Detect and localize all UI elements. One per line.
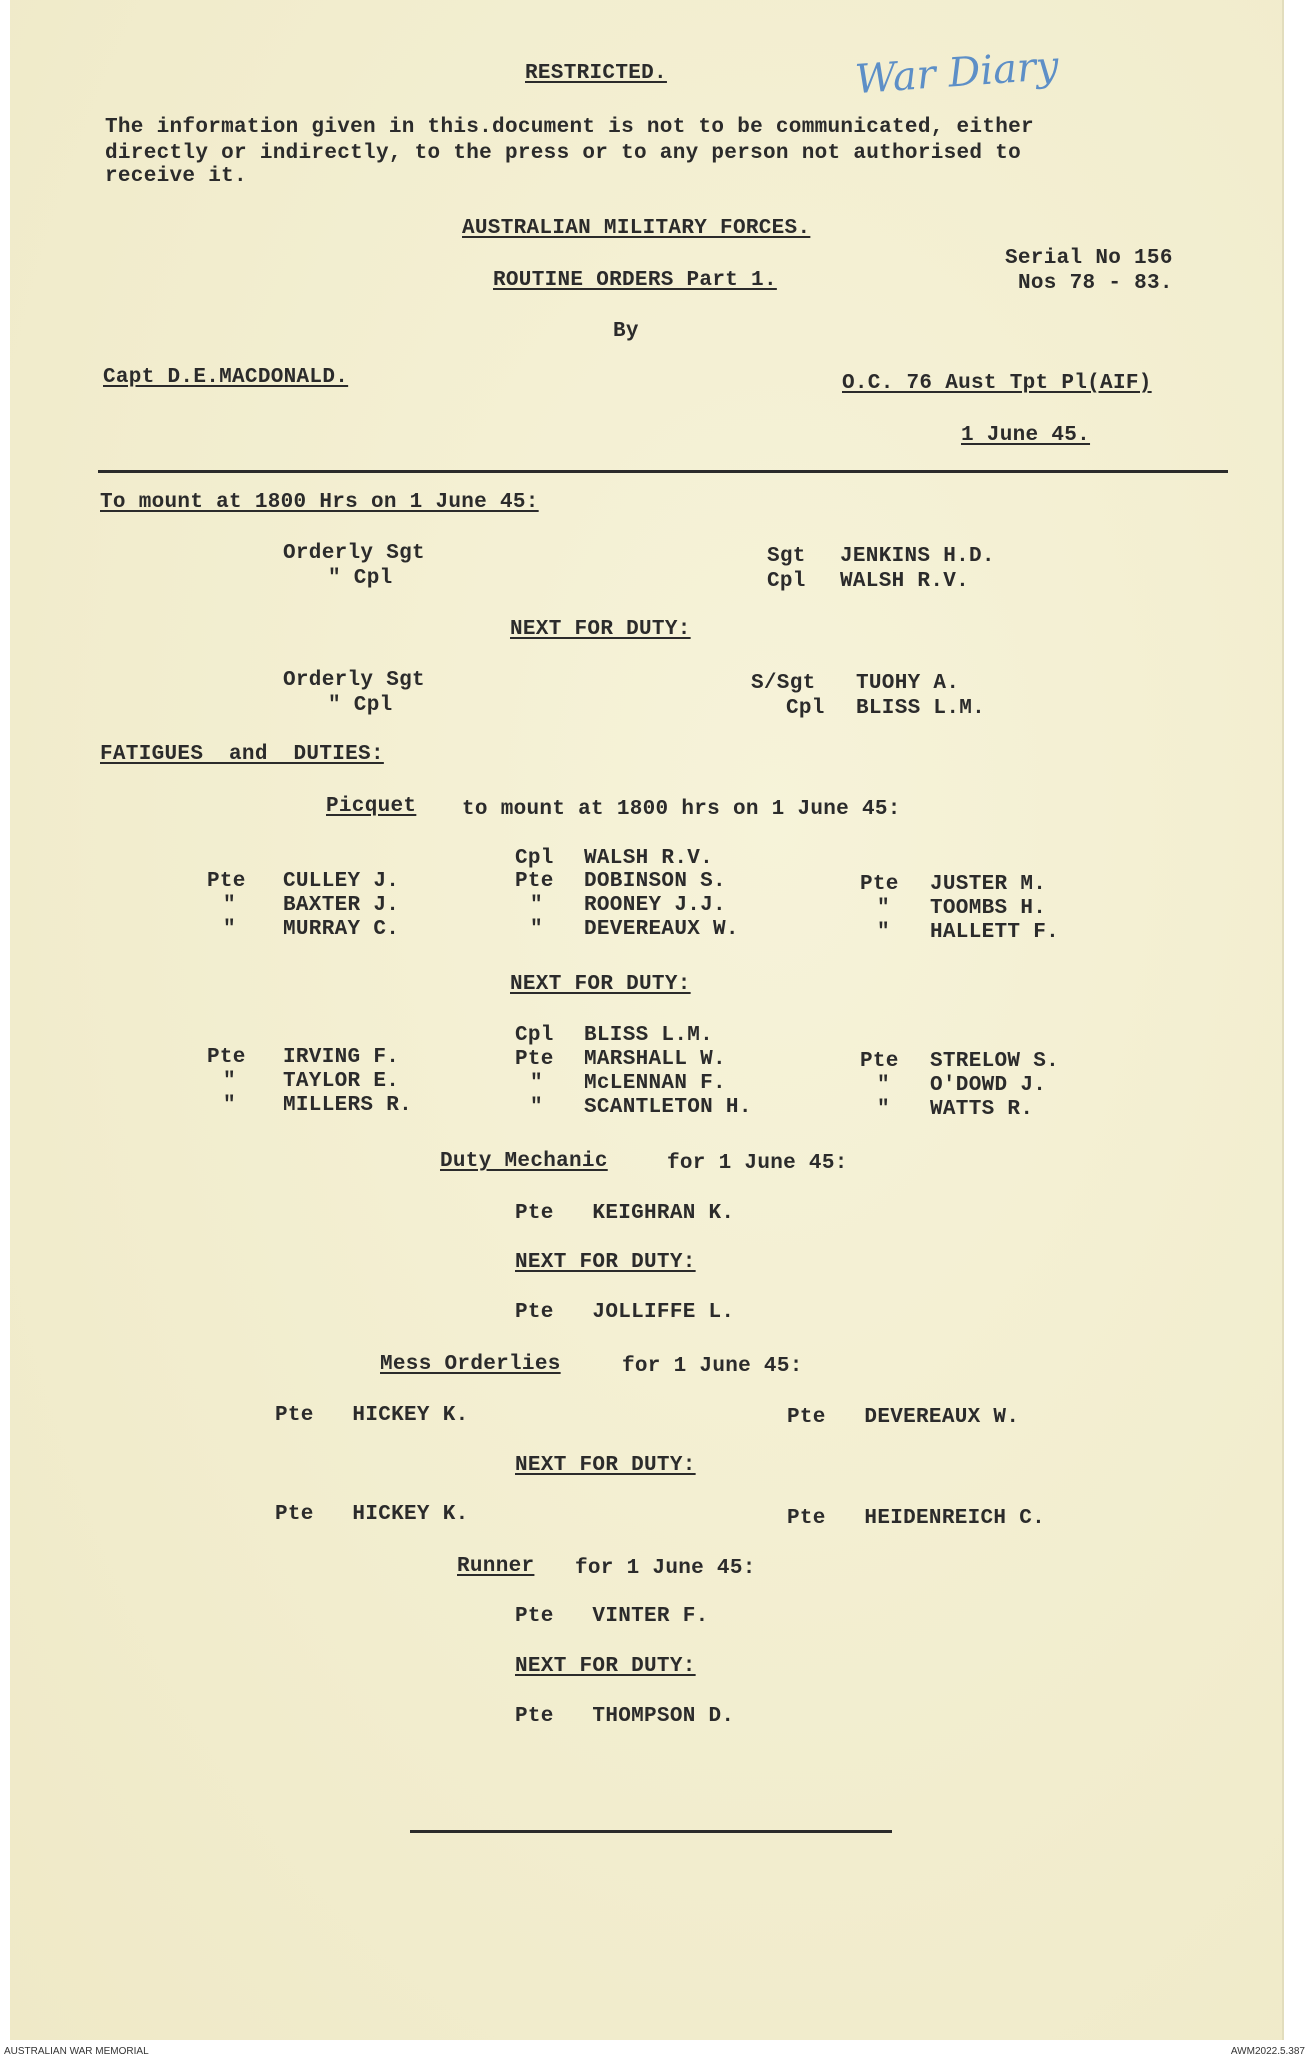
mechanic-next-heading: NEXT FOR DUTY:	[515, 1251, 696, 1274]
picquet-c1-r3-name: MURRAY C.	[283, 918, 400, 941]
picquet-label: Picquet	[326, 795, 417, 818]
archive-name: AUSTRALIAN WAR MEMORIAL	[4, 2046, 149, 2057]
next-cpl-rank: Cpl	[786, 697, 825, 720]
picquet-c1-r2-name: BAXTER J.	[283, 894, 400, 917]
picquet-c2-r1-rank: Pte	[515, 870, 554, 893]
mess-next-left: Pte HICKEY K.	[275, 1503, 469, 1526]
mount-next-heading: NEXT FOR DUTY:	[510, 618, 691, 641]
picquet-next-c1-r2-name: TAYLOR E.	[283, 1070, 400, 1093]
runner-next-heading: NEXT FOR DUTY:	[515, 1655, 696, 1678]
mess-next-heading: NEXT FOR DUTY:	[515, 1454, 696, 1477]
document-title: ROUTINE ORDERS Part 1.	[493, 269, 777, 292]
picquet-next-cpl-rank: Cpl	[515, 1024, 554, 1047]
duty-sgt-name: JENKINS H.D.	[840, 545, 995, 568]
mess-orderlies-suffix: for 1 June 45:	[622, 1355, 803, 1378]
runner-label: Runner	[457, 1555, 535, 1578]
picquet-next-c3-r1-name: STRELOW S.	[930, 1050, 1060, 1073]
serial-number: Serial No 156	[1005, 247, 1173, 270]
picquet-next-c1-r1-rank: Pte	[207, 1046, 246, 1069]
orderly-cpl-label: " Cpl	[328, 567, 393, 590]
by-label: By	[613, 320, 639, 343]
duty-cpl-rank: Cpl	[767, 570, 806, 593]
picquet-cpl-rank: Cpl	[515, 847, 554, 870]
picquet-heading-suffix: to mount at 1800 hrs on 1 June 45:	[462, 798, 901, 821]
picquet-next-c2-r3-name: SCANTLETON H.	[584, 1096, 752, 1119]
picquet-next-c2-r1-rank: Pte	[515, 1048, 554, 1071]
picquet-c2-r1-name: DOBINSON S.	[584, 870, 726, 893]
picquet-next-c1-r1-name: IRVING F.	[283, 1046, 400, 1069]
picquet-c2-r2-rank: "	[530, 894, 543, 917]
picquet-c3-r3-name: HALLETT F.	[930, 921, 1060, 944]
mount-heading: To mount at 1800 Hrs on 1 June 45:	[100, 491, 539, 514]
picquet-next-c2-r1-name: MARSHALL W.	[584, 1048, 726, 1071]
picquet-c2-r3-name: DEVEREAUX W.	[584, 918, 739, 941]
picquet-next-heading: NEXT FOR DUTY:	[510, 973, 691, 996]
next-orderly-sgt-label: Orderly Sgt	[283, 669, 425, 692]
next-orderly-cpl-label: " Cpl	[328, 694, 393, 717]
duty-mechanic-assignee: Pte KEIGHRAN K.	[515, 1202, 735, 1225]
org-heading: AUSTRALIAN MILITARY FORCES.	[462, 217, 811, 240]
picquet-c3-r1-rank: Pte	[860, 873, 899, 896]
picquet-next-c3-r2-name: O'DOWD J.	[930, 1074, 1047, 1097]
duty-cpl-name: WALSH R.V.	[840, 570, 970, 593]
header-divider	[98, 470, 1228, 473]
duty-mechanic-label: Duty Mechanic	[440, 1150, 608, 1173]
picquet-next-c2-r2-rank: "	[530, 1072, 543, 1095]
fatigues-heading: FATIGUES and DUTIES:	[100, 743, 384, 766]
picquet-c1-r3-rank: "	[223, 918, 236, 941]
mess-orderly-right: Pte DEVEREAUX W.	[787, 1406, 1020, 1429]
officer-name: Capt D.E.MACDONALD.	[103, 366, 349, 389]
order-numbers: Nos 78 - 83.	[1018, 272, 1173, 295]
accession-number: AWM2022.5.387	[1230, 2046, 1305, 2057]
closing-rule	[410, 1830, 892, 1833]
order-date: 1 June 45.	[961, 424, 1091, 447]
orderly-sgt-label: Orderly Sgt	[283, 542, 425, 565]
picquet-next-c1-r2-rank: "	[223, 1070, 236, 1093]
picquet-next-c1-r3-rank: "	[223, 1094, 236, 1117]
picquet-c1-r1-rank: Pte	[207, 870, 246, 893]
picquet-next-c2-r2-name: McLENNAN F.	[584, 1072, 726, 1095]
picquet-next-c3-r2-rank: "	[877, 1074, 890, 1097]
handwritten-annotation: War Diary	[853, 42, 1061, 104]
picquet-c3-r2-name: TOOMBS H.	[930, 897, 1047, 920]
unit-name: O.C. 76 Aust Tpt Pl(AIF)	[842, 372, 1152, 395]
picquet-c3-r3-rank: "	[877, 921, 890, 944]
picquet-c1-r2-rank: "	[223, 894, 236, 917]
classification-heading: RESTRICTED.	[525, 62, 667, 85]
notice-line-2: directly or indirectly, to the press or to any person not authorised to	[105, 142, 1022, 165]
runner-assignee: Pte VINTER F.	[515, 1605, 709, 1628]
picquet-next-c3-r3-name: WATTS R.	[930, 1098, 1034, 1121]
picquet-next-c1-r3-name: MILLERS R.	[283, 1094, 413, 1117]
archive-footer	[0, 2043, 1311, 2061]
mess-orderlies-label: Mess Orderlies	[380, 1353, 561, 1376]
notice-line-3: receive it.	[105, 165, 247, 188]
mess-next-right: Pte HEIDENREICH C.	[787, 1507, 1046, 1530]
picquet-c3-r1-name: JUSTER M.	[930, 873, 1047, 896]
picquet-next-c3-r1-rank: Pte	[860, 1050, 899, 1073]
picquet-next-c2-r3-rank: "	[530, 1096, 543, 1119]
picquet-c2-r2-name: ROONEY J.J.	[584, 894, 726, 917]
document-page	[10, 0, 1284, 2040]
picquet-next-cpl-name: BLISS L.M.	[584, 1024, 714, 1047]
notice-line-1: The information given in this.document is not to be communicated, either	[105, 116, 1034, 139]
runner-next-assignee: Pte THOMPSON D.	[515, 1705, 735, 1728]
next-sgt-rank: S/Sgt	[751, 672, 816, 695]
picquet-c2-r3-rank: "	[530, 918, 543, 941]
mechanic-next-assignee: Pte JOLLIFFE L.	[515, 1301, 735, 1324]
mess-orderly-left: Pte HICKEY K.	[275, 1404, 469, 1427]
next-cpl-name: BLISS L.M.	[856, 697, 986, 720]
picquet-cpl-name: WALSH R.V.	[584, 847, 714, 870]
picquet-c1-r1-name: CULLEY J.	[283, 870, 400, 893]
duty-sgt-rank: Sgt	[767, 545, 806, 568]
picquet-next-c3-r3-rank: "	[877, 1098, 890, 1121]
duty-mechanic-suffix: for 1 June 45:	[667, 1152, 848, 1175]
picquet-c3-r2-rank: "	[877, 897, 890, 920]
next-sgt-name: TUOHY A.	[856, 672, 960, 695]
runner-suffix: for 1 June 45:	[575, 1557, 756, 1580]
